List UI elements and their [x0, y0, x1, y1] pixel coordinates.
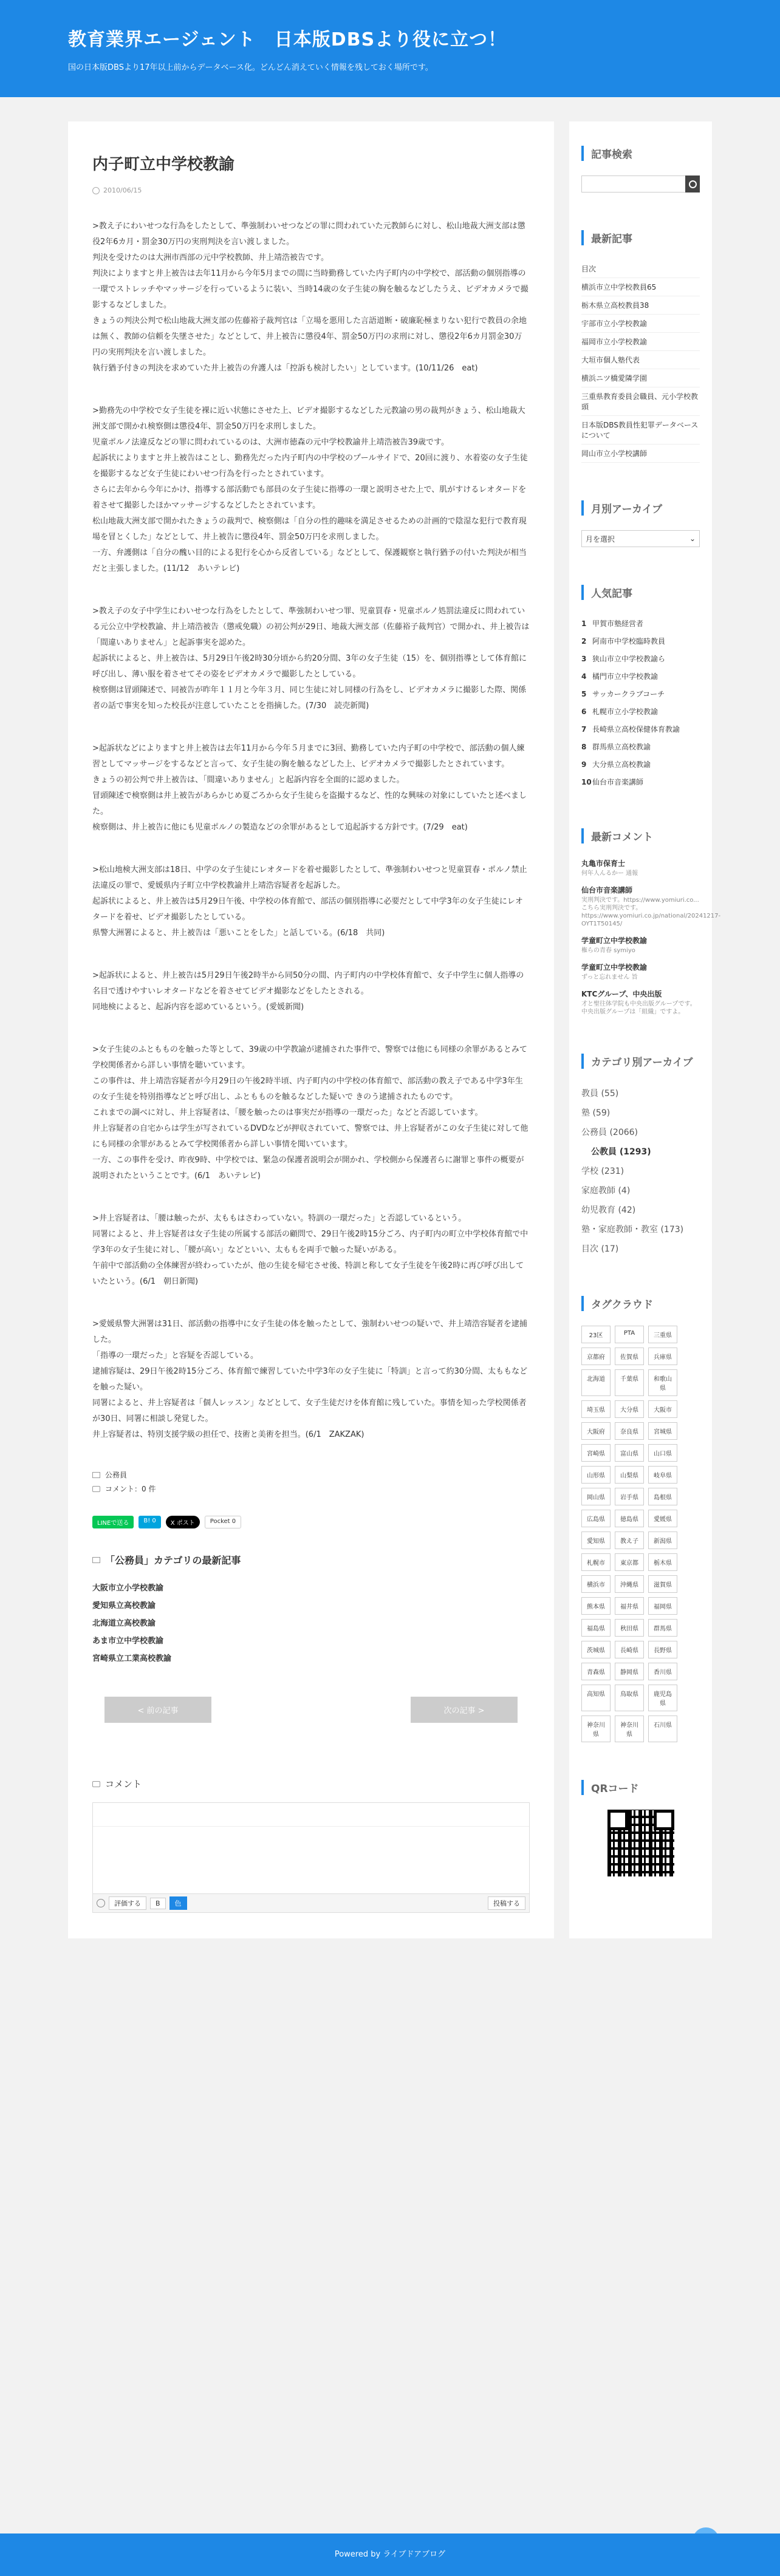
tag-item[interactable]: 大分県 — [615, 1400, 644, 1418]
tag-item[interactable]: 滋賀県 — [648, 1575, 677, 1593]
related-item[interactable]: 北海道立高校教諭 — [92, 1619, 156, 1628]
tag-item[interactable]: 栃木県 — [648, 1553, 677, 1571]
article-title[interactable]: 内子町立中学校教諭 — [92, 155, 235, 174]
comment-icon — [92, 1486, 100, 1492]
recent-heading: 最新記事 — [581, 230, 700, 245]
recent-articles-widget — [581, 230, 700, 463]
tag-item[interactable]: 山形県 — [581, 1466, 611, 1484]
submit-comment-button[interactable]: 投稿する — [488, 1896, 525, 1910]
tag-item[interactable]: 京都府 — [581, 1348, 611, 1365]
article-body — [92, 219, 530, 1443]
archive-heading: 月別アーカイブ — [581, 500, 700, 516]
tag-item[interactable]: 島根県 — [648, 1488, 677, 1505]
share-buttons — [92, 1516, 530, 1528]
popular-heading: 人気記事 — [581, 585, 700, 600]
tag-item[interactable]: 福岡県 — [648, 1597, 677, 1615]
category-item[interactable]: 家庭教師 (4) — [581, 1186, 631, 1196]
article-paragraph: >愛媛県警大洲署は31日、部活動の指導中に女子生徒の体を触ったとして、強制わいせつの疑いで、井上靖浩容疑者を逮捕した。 「指導の一環だった」と容疑を否認している。 逮捕容疑は、29日午後2時15分ごろ、体育館で練習していた中学3年の女子生徒に「特訓」と言って約30分間、太ももなどを触った疑い。 同署によると、井上容疑者は「個人レッスン」などとして、女子生徒だけを体育館に残していた。事情を知った学校関係者が30日、同署に相談し発覚した。 井上容疑者は、特別支援学級の担任で、技術と美術を担当。(6/1 ZAKZAK) — [92, 1320, 528, 1439]
recent-comments-widget — [581, 828, 721, 1016]
category-link[interactable]: 公務員 — [105, 1471, 128, 1479]
tag-item[interactable]: 福井県 — [615, 1597, 644, 1615]
related-item[interactable]: 宮崎県立工業高校教諭 — [92, 1654, 172, 1663]
popular-item[interactable]: 8 群馬県立高校教諭 — [581, 743, 651, 751]
tag-item[interactable]: 長野県 — [648, 1641, 677, 1658]
tag-item[interactable]: 群馬県 — [648, 1619, 677, 1637]
category-item[interactable]: 学校 (231) — [581, 1167, 624, 1176]
comment-item[interactable]: KTCグループ、中央出版 才と聖往体学院も中央出版グループです。中央出版グループは「組織」ですよ。 — [581, 990, 696, 1015]
article-paragraph: >起訴状によると、井上被告は5月29日午後2時半から同50分の間、内子町内の中学校体育館で、女子中学生に個人指導の名目で透けやすいレオタードなどを着させてビデオ撮影などをしたとされる。 同地検によると、起訴内容を認めているという。(愛媛新聞) — [92, 971, 524, 1012]
category-item[interactable]: 塾 (59) — [581, 1108, 611, 1118]
popular-widget — [581, 585, 700, 791]
popular-item[interactable]: 10仙台市音楽講師 — [581, 778, 644, 786]
recent-item[interactable]: 三重県教育委員会職員、元小学校教頭 — [581, 387, 700, 416]
tag-item[interactable]: 兵庫県 — [648, 1348, 677, 1365]
comment-item[interactable]: 丸亀市保育士 何年人んるかー 通報 — [581, 859, 638, 877]
article-paragraph: >教え子の女子中学生にわいせつな行為をしたとして、準強制わいせつ罪、児童買春・児童ポルノ処罰法違反に問われている元公立中学校教諭、井上靖浩被告（懲戒免職）の初公判が29日、地裁大洲支部（佐藤裕子裁判官）で開かれ、井上被告は「間違いありません」と起訴事実を認めた。 起訴状によると、井上被告は、5月29日午後2時30分頃から約20分間、3年の女子生徒（15）を、個別指導として体育館に呼び出し、薄い服を着させてその姿をビデオカメラで撮影したとしている。 検察側は冒頭陳述で、同被告が昨年１１月と今年３月、同じ生徒に対し同様の行為をし、ビデオカメラに撮影した際、関係者の話で事実を知った校長が注意していたことを指摘した。(7/30 読売新聞) — [92, 607, 530, 710]
related-item[interactable]: 大阪市立小学校教諭 — [92, 1584, 164, 1593]
article-meta — [92, 1470, 530, 1494]
next-article-button[interactable]: 次の記事 > — [411, 1697, 518, 1723]
color-button[interactable]: 色 — [169, 1896, 187, 1910]
x-post-button[interactable]: X ポスト — [166, 1516, 200, 1528]
article-date-text: 2010/06/15 — [103, 186, 142, 194]
popular-item[interactable]: 7 長崎県立高校保健体育教諭 — [581, 725, 680, 734]
tag-item[interactable]: 岐阜県 — [648, 1466, 677, 1484]
tag-item[interactable]: 大阪市 — [648, 1400, 677, 1418]
tag-item[interactable]: 神奈川県 — [581, 1716, 611, 1742]
recent-comments-heading: 最新コメント — [581, 828, 700, 843]
tag-item[interactable]: 三重県 — [648, 1326, 677, 1343]
article-paragraph: >女子生徒のふともものを触った等として、39歳の中学教諭が逮捕された事件で、警察では他にも同様の余罪があるとみて学校関係者から詳しい事情を聴いています。 この事件は、井上靖浩容疑者が今月29日の午後2時半頃、内子町内の中学校の体育館で、部活動の教え子である中学3年生の女子生徒を特別指導などと呼び出し、ふともものを触るなどした疑いで きのう逮捕されたものです。 これまでの調べに対し、井上容疑者は、「腰を触ったのは事実だが指導の一環だった」などと否認しています。 井上容疑者の自宅からは学生が写されているDVDなどが押収されていて、警察では、井上容疑者がこの女子生徒に対して他にも同様の余罪があるとみて学校関係者から詳しい事情を聞いています。 一方、この事件を受け、昨夜9時、中学校では、緊急の保護者説明会が開かれ、学校側から保護者らに謝罪と事件の概要が説明されたということです。(6/1 あいテレビ) — [92, 1045, 529, 1181]
main-content — [68, 121, 554, 1938]
comment-toolbar — [93, 1893, 529, 1912]
comment-item[interactable]: 学童町立中学校教諭 ずっと忘れません 旨 — [581, 963, 648, 981]
tag-item[interactable]: 鳥取県 — [615, 1685, 644, 1711]
tag-item[interactable]: 北海道 — [581, 1369, 611, 1396]
tag-item[interactable]: 教え子 — [615, 1532, 644, 1549]
folder-icon — [92, 1557, 100, 1563]
search-button[interactable] — [685, 175, 700, 193]
tag-item[interactable]: 和歌山県 — [648, 1369, 677, 1396]
article-paragraph: >勤務先の中学校で女子生徒を裸に近い状態にさせた上、ビデオ撮影するなどした元教諭の男の裁判がきょう、松山地裁大洲支部で開かれ検察側は懲役4年、罰金50万円を求刑しました。 児童ポルノ法違反などの罪に問われているのは、大洲市徳森の元中学校教諭井上靖浩被告39歳です。 起訴状によりますと井上被告はことし、勤務先だった内子町内の中学校のプールサイドで、20回に渡り、水着姿の女子生徒を撮影するなど女子生徒にわいせつ行為を行ったとされています。 さらに去年から今年にかけ、指導する部活動でも部員の女子生徒に指導の一環と説明させた上で、肌がすけるレオタードを着させて撮影したほかマッサージするなどしたとされています。 松山地裁大洲支部で開かれたきょうの裁判で、検察側は「自分の性的趣味を満足させるための計画的で陰湿な犯行で教育現場を冒とくした」などとして、井上被告に懲役4年、罰金50万円を求刑しました。 一方、弁護側は「自分の醜い目的による犯行を心から反省している」などとして、保護観察と執行猶予の付いた判決が相当だと主張しました。(11/12 あいテレビ) — [92, 406, 528, 573]
tag-item[interactable]: 山梨県 — [615, 1466, 644, 1484]
search-icon — [689, 180, 697, 188]
tag-item[interactable]: 横浜市 — [581, 1575, 611, 1593]
popular-item[interactable]: 5 サッカークラブコーチ — [581, 690, 665, 698]
category-widget — [581, 1054, 700, 1258]
tag-item[interactable]: 長崎県 — [615, 1641, 644, 1658]
recent-item[interactable]: 宇部市立小学校教諭 — [581, 315, 700, 333]
rate-select[interactable]: 評価する — [109, 1896, 146, 1910]
archive-select[interactable]: 月を選択 ⌄ — [581, 530, 700, 547]
clock-icon — [92, 187, 100, 194]
tag-item[interactable]: 山口県 — [648, 1444, 677, 1462]
tag-item[interactable]: 岩手県 — [615, 1488, 644, 1505]
tag-item[interactable]: 宮崎県 — [581, 1444, 611, 1462]
tag-item[interactable]: 札幌市 — [581, 1553, 611, 1571]
tag-cloud-widget — [581, 1296, 700, 1742]
qr-heading: QRコード — [581, 1780, 700, 1795]
category-item[interactable]: 塾・家庭教師・教室 (173) — [581, 1225, 684, 1235]
tag-item[interactable]: 千葉県 — [615, 1369, 644, 1396]
category-item[interactable]: 公務員 (2066) — [581, 1128, 638, 1137]
folder-icon — [92, 1472, 100, 1478]
qr-widget — [581, 1780, 700, 1876]
popular-item[interactable]: 6 札幌市立小学校教諭 — [581, 707, 659, 716]
tag-item[interactable]: 福島県 — [581, 1619, 611, 1637]
tag-item[interactable]: 香川県 — [648, 1663, 677, 1680]
comment-form — [92, 1802, 530, 1913]
popular-item[interactable]: 9 大分県立高校教諭 — [581, 760, 651, 769]
tag-item[interactable]: 埼玉県 — [581, 1400, 611, 1418]
recent-item[interactable]: 大垣市個人塾代表 — [581, 351, 700, 369]
tag-item[interactable]: 鹿児島県 — [648, 1685, 677, 1711]
tag-item[interactable]: 東京都 — [615, 1553, 644, 1571]
related-item[interactable]: 愛知県立高校教諭 — [92, 1601, 156, 1610]
recent-item[interactable]: 日本版DBS教員性犯罪データベースについて — [581, 416, 700, 445]
recent-item[interactable]: 栃木県立高校教員38 — [581, 296, 700, 315]
pager — [104, 1697, 518, 1723]
search-widget — [581, 146, 700, 193]
comment-body-textarea[interactable] — [93, 1827, 529, 1893]
tag-item[interactable]: 静岡県 — [615, 1663, 644, 1680]
comment-heading: コメント — [92, 1777, 530, 1790]
recent-item[interactable]: 岡山市立小学校講師 — [581, 445, 700, 463]
hatena-bookmark-button[interactable]: B! 0 — [139, 1516, 160, 1528]
article-paragraph: >教え子にわいせつな行為をしたとして、準強制わいせつなどの罪に問われていた元教師らに対し、松山地裁大洲支部は懲役2年6カ月・罰金30万円の実刑判決を言い渡しました。 判決を受けたのは大洲市西部の元中学校教師、井上靖浩被告です。 判決によりますと井上被告は去年11月から今年5月までの間に当時勤務していた内子町内の中学校で、部活動の個別指導の一環でストレッチやマッサージを行っているように装い、当時14歳の女子生徒の胸を触るなどしたうえ、ビデオカメラで撮影するなどしました。 きょうの判決公判で松山地裁大洲支部の佐藤裕子裁判官は「立場を悪用した言語道断・破廉恥極まりない犯行で教員の余地は無く、教師の信頼を失墜させた」などとして、井上被告に懲役4年、罰金50万円の求刑に対し、懲役2年6カ月罰金30万円の実刑判決を言い渡しました。 執行猶予付きの判決を求めていた井上被告の弁護人は「控訴も検討したい」としています。(10/11/26 eat) — [92, 222, 529, 373]
tag-item[interactable]: 岡山県 — [581, 1488, 611, 1505]
site-description: 国の日本版DBSより17年以上前からデータベース化。どんどん消えていく情報を残しておく場所です。 — [68, 63, 433, 72]
bold-button[interactable]: B — [150, 1898, 166, 1909]
search-input[interactable] — [581, 175, 685, 193]
category-item[interactable]: 幼児教育 (42) — [581, 1205, 636, 1215]
comment-item[interactable]: 仙台市音楽講師 実刑判決です。https://www.yomiuri.co... こちら実刑判決です。 https://www.yomiuri.co.jp/national/20241217-OYT1T50145/ — [581, 886, 721, 927]
popular-item[interactable]: 4 橘門市立中学校教諭 — [581, 672, 659, 681]
popular-item[interactable]: 1 甲賀市塾経営者 — [581, 619, 644, 628]
tag-item[interactable]: 宮城県 — [648, 1422, 677, 1440]
tag-item[interactable]: 大阪府 — [581, 1422, 611, 1440]
comment-item[interactable]: 学童町立中学校教諭 権らの青春 symiyo — [581, 936, 648, 954]
site-footer: Powered by ライブドアブログ — [0, 2533, 780, 2576]
tag-item[interactable]: 神奈川県 — [615, 1716, 644, 1742]
article-paragraph: >松山地検大洲支部は18日、中学の女子生徒にレオタードを着せ撮影したとして、準強制わいせつと児童買春・ポルノ禁止法違反の罪で、愛媛県内子町立中学校教諭井上靖浩容疑者を起訴した。 起訴状によると、井上被告は5月29日午後、中学校の体育館で、部活の個別指導に必要だとして中学3年の女子生徒にレオタードを着せ、ビデオ撮影したとしている。 県警大洲署によると、井上被告は「悪いことをした」と話している。(6/18 共同) — [92, 865, 527, 938]
article-paragraph: >起訴状などによりますと井上被告は去年11月から今年５月までに3回、勤務していた内子町の中学校で、部活動の個人練習としてマッサージをするなどと言って、女子生徒の胸を触るなどした上、ビデオカメラで撮影したとされています。 きょうの初公判で井上被告は、「間違いありません」と起訴内容を全面的に認めました。 冒頭陳述で検察側は井上被告があらかじめ夏ごろから女子生徒らを盗撮するなど、性的な興味の対象にしていたと述べました。 検察側は、井上被告に他にも児童ポルノの製造などの余罪があるとして追起訴する方針です。(7/29 eat) — [92, 744, 527, 832]
popular-item[interactable]: 2 阿南市中学校臨時教員 — [581, 637, 666, 646]
article-date — [92, 186, 530, 194]
tag-item[interactable]: 高知県 — [581, 1685, 611, 1711]
related-articles — [92, 1553, 530, 1663]
tag-item[interactable]: 茨城県 — [581, 1641, 611, 1658]
tag-cloud-heading: タグクラウド — [581, 1296, 700, 1311]
recent-item[interactable]: 目次 — [581, 260, 700, 278]
category-item[interactable]: 公教員 (1293) — [591, 1147, 651, 1157]
category-item[interactable]: 教員 (55) — [581, 1089, 619, 1099]
category-item[interactable]: 目次 (17) — [581, 1244, 619, 1254]
search-heading: 記事検索 — [581, 146, 700, 161]
recent-item[interactable]: 横浜ニツ橋愛隣学園 — [581, 369, 700, 387]
recent-item[interactable]: 横浜市立中学校教員65 — [581, 278, 700, 296]
comment-name-input[interactable] — [93, 1803, 529, 1827]
emoji-icon[interactable] — [97, 1899, 105, 1907]
tag-item[interactable]: 秋田県 — [615, 1619, 644, 1637]
tag-item[interactable]: 青森県 — [581, 1663, 611, 1680]
tag-list — [581, 1326, 700, 1742]
qr-code — [607, 1810, 674, 1876]
article-paragraph: >井上容疑者は、「腰は触ったが、太ももはさわっていない。特訓の一環だった」と否認しているという。 同署によると、井上容疑者は女子生徒の所属する部活の顧問で、29日午後2時15分ごろ、内子町内の町立中学校体育館で中学3年の女子生徒に対し、「腰が高い」などといい、太ももを両手で触った疑いがある。 午前中で部活動の全体練習が終わっていたが、他の生徒を帰宅させ後、特訓と称して女子生徒を午後2時に再び呼び出していたという。(6/1 朝日新聞) — [92, 1214, 529, 1286]
chevron-down-icon: ⌄ — [689, 534, 696, 543]
pocket-button[interactable]: Pocket 0 — [205, 1516, 241, 1528]
site-title[interactable]: 教育業界エージェント 日本版DBSより役に立つ！ — [68, 29, 507, 50]
tag-item[interactable]: 広島県 — [581, 1510, 611, 1527]
recent-item[interactable]: 福岡市立小学校教諭 — [581, 333, 700, 351]
tag-item[interactable]: 新潟県 — [648, 1532, 677, 1549]
related-item[interactable]: あま市立中学校教諭 — [92, 1637, 164, 1646]
line-share-button[interactable]: LINEで送る — [92, 1516, 134, 1528]
comment-icon — [92, 1781, 100, 1787]
tag-item[interactable]: 富山県 — [615, 1444, 644, 1462]
tag-item[interactable]: PTA — [615, 1326, 644, 1343]
tag-item[interactable]: 徳島県 — [615, 1510, 644, 1527]
tag-item[interactable]: 熊本県 — [581, 1597, 611, 1615]
category-heading: カテゴリ別アーカイブ — [581, 1054, 700, 1069]
sidebar — [569, 121, 721, 1938]
tag-item[interactable]: 23区 — [581, 1326, 611, 1343]
site-header — [0, 0, 780, 97]
tag-item[interactable]: 愛媛県 — [648, 1510, 677, 1527]
related-heading: 「公務員」カテゴリの最新記事 — [92, 1553, 530, 1567]
tag-item[interactable]: 佐賀県 — [615, 1348, 644, 1365]
tag-item[interactable]: 沖縄県 — [615, 1575, 644, 1593]
popular-item[interactable]: 3 狭山市立中学校教諭ら — [581, 655, 666, 663]
tag-item[interactable]: 愛知県 — [581, 1532, 611, 1549]
prev-article-button[interactable]: < 前の記事 — [104, 1697, 211, 1723]
archive-widget — [581, 500, 700, 547]
comment-count-link[interactable]: コメント：0 件 — [105, 1485, 156, 1493]
tag-item[interactable]: 石川県 — [648, 1716, 677, 1742]
comment-section — [92, 1777, 530, 1913]
tag-item[interactable]: 奈良県 — [615, 1422, 644, 1440]
